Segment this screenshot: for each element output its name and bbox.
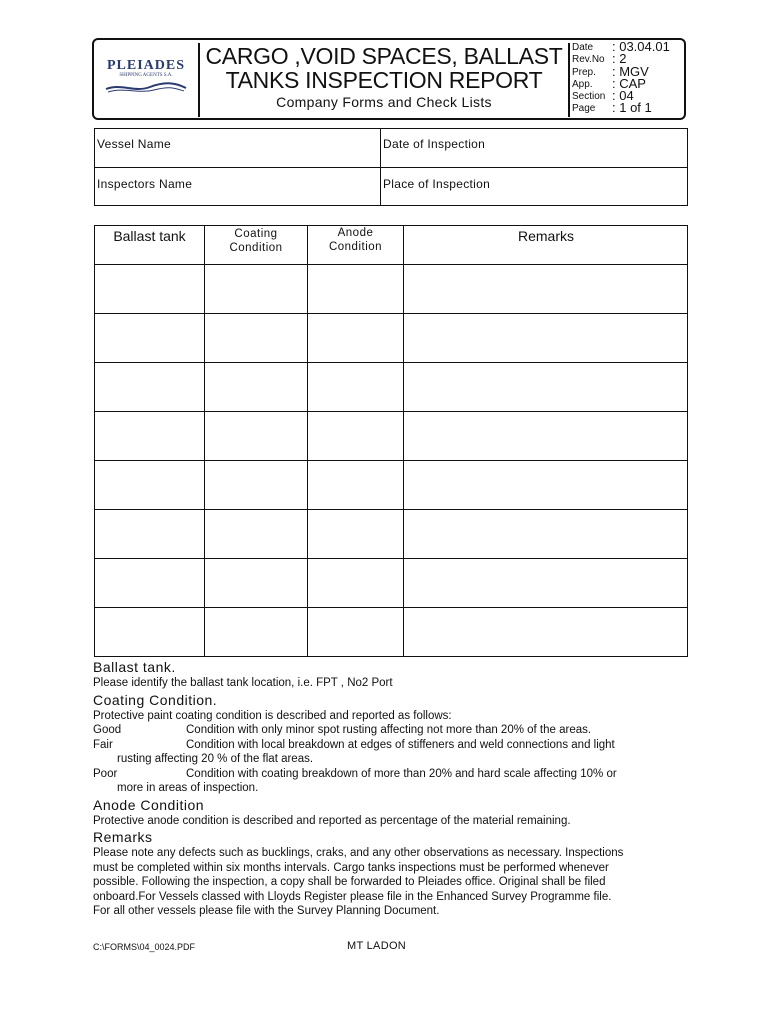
meta-value: : 2 xyxy=(612,51,627,67)
remarks-line: must be completed within six months intervals. Cargo tanks inspections must be performed whenever xyxy=(93,861,609,874)
footer-vessel-name: MT LADON xyxy=(347,940,407,952)
remarks-line: possible. Following the inspection, a copy shall be forwarded to Pleiades office. Original shall be filed xyxy=(93,876,606,888)
meta-value: : 1 of 1 xyxy=(612,100,652,116)
grid-column-line xyxy=(403,226,404,656)
term-fair: Fair xyxy=(93,738,113,751)
term-good: Good xyxy=(93,724,122,736)
meta-value: : 04 xyxy=(612,88,634,104)
date-of-inspection-field[interactable]: Date of Inspection xyxy=(383,137,486,151)
fair-description-cont: rusting affecting 20 % of the flat areas. xyxy=(117,753,314,765)
document-meta xyxy=(572,41,684,115)
grid-row-line xyxy=(95,607,687,608)
form-header xyxy=(92,38,686,120)
remarks-heading: Remarks xyxy=(93,829,153,845)
vessel-name-field[interactable]: Vessel Name xyxy=(97,137,171,151)
meta-label: App. xyxy=(572,78,593,90)
column-header-anode-line2: Condition xyxy=(328,241,383,253)
meta-value: : CAP xyxy=(612,75,646,91)
coating-good-definition xyxy=(93,723,683,738)
coating-poor-definition xyxy=(93,767,683,782)
meta-value: : 03.04.01 xyxy=(612,39,670,54)
term-poor: Poor xyxy=(93,767,118,780)
remarks-line: Please note any defects such as bucklings, craks, and any other observations as necessary. Inspections xyxy=(93,847,624,859)
grid-row-line xyxy=(95,558,687,559)
grid-row-line xyxy=(95,264,687,265)
grid-row-line xyxy=(95,411,687,412)
footer-file-path: C:\FORMS\04_0024.PDF xyxy=(93,942,196,952)
grid-column-line xyxy=(307,226,308,656)
vessel-info-table xyxy=(94,128,688,206)
anode-condition-text: Protective anode condition is described and reported as percentage of the material remaining. xyxy=(93,814,571,827)
coating-fair-definition xyxy=(93,738,683,753)
meta-label: Page xyxy=(572,103,596,115)
table-divider xyxy=(95,167,687,168)
company-logo xyxy=(94,40,198,118)
grid-row-line xyxy=(95,509,687,510)
meta-label: Prep. xyxy=(572,66,596,78)
form-title-line2: TANKS INSPECTION REPORT xyxy=(225,67,543,93)
header-divider xyxy=(198,43,200,117)
column-header-ballast-tank: Ballast tank xyxy=(113,228,186,244)
fair-description: Condition with local breakdown at edges of stiffeners and weld connections and light xyxy=(186,738,615,751)
grid-row-line xyxy=(95,362,687,363)
column-header-remarks: Remarks xyxy=(517,228,574,244)
column-header-anode xyxy=(308,226,403,254)
meta-label: Date xyxy=(572,42,594,53)
poor-description-cont: more in areas of inspection. xyxy=(117,782,259,794)
poor-description: Condition with coating breakdown of more than 20% and hard scale affecting 10% or xyxy=(186,767,617,780)
form-subtitle: Company Forms and Check Lists xyxy=(276,94,492,110)
logo-text: PLEIADES xyxy=(106,58,186,73)
coating-condition-heading: Coating Condition. xyxy=(93,691,218,708)
logo-wave-icon xyxy=(104,80,188,94)
ballast-tank-heading: Ballast tank. xyxy=(93,659,176,675)
anode-condition-heading: Anode Condition xyxy=(93,796,205,813)
form-title-line1: CARGO ,VOID SPACES, BALLAST xyxy=(205,43,563,69)
remarks-line: For all other vessels please file with the Survey Planning Document. xyxy=(93,905,440,917)
column-header-coating-line2: Condition xyxy=(229,242,283,254)
column-header-coating-line1: Coating xyxy=(234,228,278,240)
meta-row-date xyxy=(572,41,684,53)
remarks-line: onboard.For Vessels classed with Lloyds Register please file in the Enhanced Survey Programme file. xyxy=(93,890,612,903)
meta-row-page xyxy=(572,102,684,114)
grid-column-line xyxy=(204,226,205,656)
grid-row-line xyxy=(95,313,687,314)
place-of-inspection-field[interactable]: Place of Inspection xyxy=(383,177,491,191)
meta-label: Rev.No xyxy=(572,54,605,66)
logo-subtext: SHIPPING AGENTS S.A. xyxy=(119,73,173,78)
inspectors-name-field[interactable]: Inspectors Name xyxy=(97,177,193,191)
column-header-anode-line1: Anode xyxy=(337,227,374,239)
good-description: Condition with only minor spot rusting affecting not more than 20% of the areas. xyxy=(186,724,592,736)
header-divider xyxy=(568,43,570,117)
meta-value: : MGV xyxy=(612,63,649,79)
coating-intro-text: Protective paint coating condition is described and reported as follows: xyxy=(93,709,452,722)
ballast-tank-text: Please identify the ballast tank location, i.e. FPT , No2 Port xyxy=(93,677,393,689)
instructions-section xyxy=(93,659,683,919)
column-header-coating xyxy=(205,227,307,255)
meta-label: Section xyxy=(572,91,606,103)
inspection-grid xyxy=(94,225,688,657)
grid-row-line xyxy=(95,460,687,461)
